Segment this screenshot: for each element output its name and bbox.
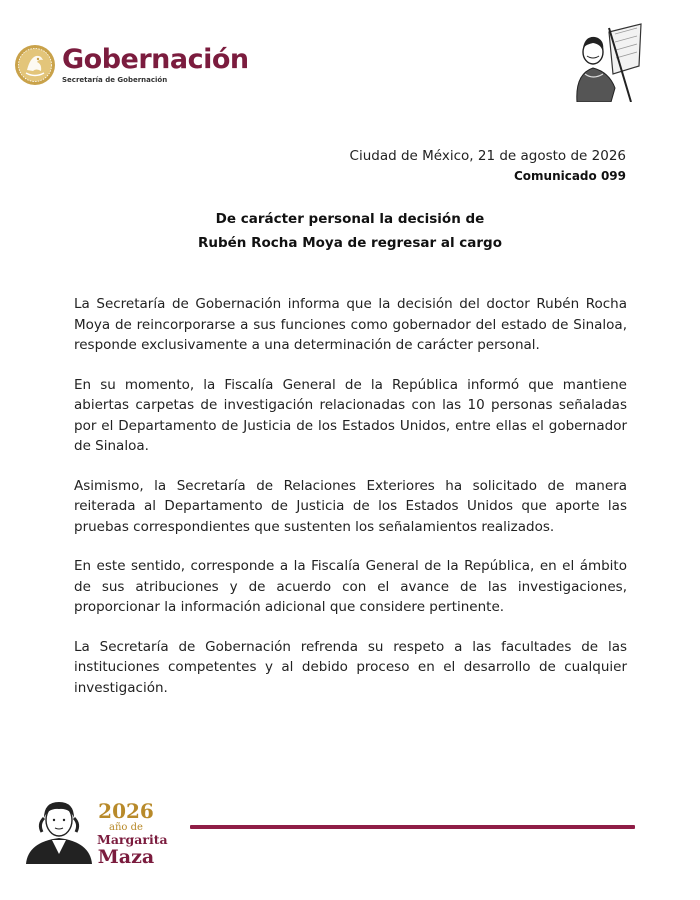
- maza-label: Maza: [97, 846, 155, 868]
- logo-title: Gobernación: [62, 44, 249, 75]
- document-title: [0, 207, 700, 255]
- mexican-coat-of-arms-icon: [14, 44, 56, 86]
- document-date: Ciudad de México, 21 de agosto de 2026: [349, 148, 626, 164]
- title-line-1: De carácter personal la decisión de: [215, 211, 485, 227]
- comunicado-number: Comunicado 099: [513, 169, 626, 183]
- document-body: [74, 294, 627, 717]
- margarita-label: Margarita: [97, 832, 168, 847]
- title-line-2: Rubén Rocha Moya de regresar al cargo: [197, 235, 502, 251]
- dateline: [350, 146, 626, 186]
- anio-de-label: año de: [109, 822, 143, 833]
- gobernacion-logo: [14, 44, 249, 86]
- logo-subtitle: Secretaría de Gobernación: [62, 76, 168, 84]
- margarita-maza-portrait-illustration: [22, 796, 96, 864]
- paragraph: La Secretaría de Gobernación informa que la decisión del doctor Rubén Rocha Moya de reincorporarse a sus funciones como gobernador del estado de Sinaloa, responde exclusivamente a una determinación de carácter personal.: [74, 296, 627, 353]
- footer-divider: [190, 825, 635, 829]
- paragraph: En este sentido, corresponde a la Fiscalía General de la República, en el ámbito de sus atribuciones y de acuerdo con el avance de las investigaciones, proporcionar la información adicional que considere pertinente.: [74, 558, 627, 615]
- year-dedication: [97, 799, 168, 868]
- woman-with-flag-illustration: [563, 22, 645, 102]
- year-label: 2026: [98, 799, 154, 823]
- paragraph: Asimismo, la Secretaría de Relaciones Exteriores ha solicitado de manera reiterada al Departamento de Justicia de los Estados Unidos que aporte las pruebas correspondientes que sustenten los señalamientos realizados.: [74, 477, 627, 535]
- paragraph: La Secretaría de Gobernación refrenda su respeto a las facultades de las instituciones competentes y al debido proceso en el desarrollo de cualquier investigación.: [74, 638, 627, 696]
- paragraph: En su momento, la Fiscalía General de la República informó que mantiene abiertas carpetas de investigación relacionadas con las 10 personas señaladas por el Departamento de Justicia de los Estados Unidos, entre ellas el gobernador de Sinaloa.: [74, 376, 627, 454]
